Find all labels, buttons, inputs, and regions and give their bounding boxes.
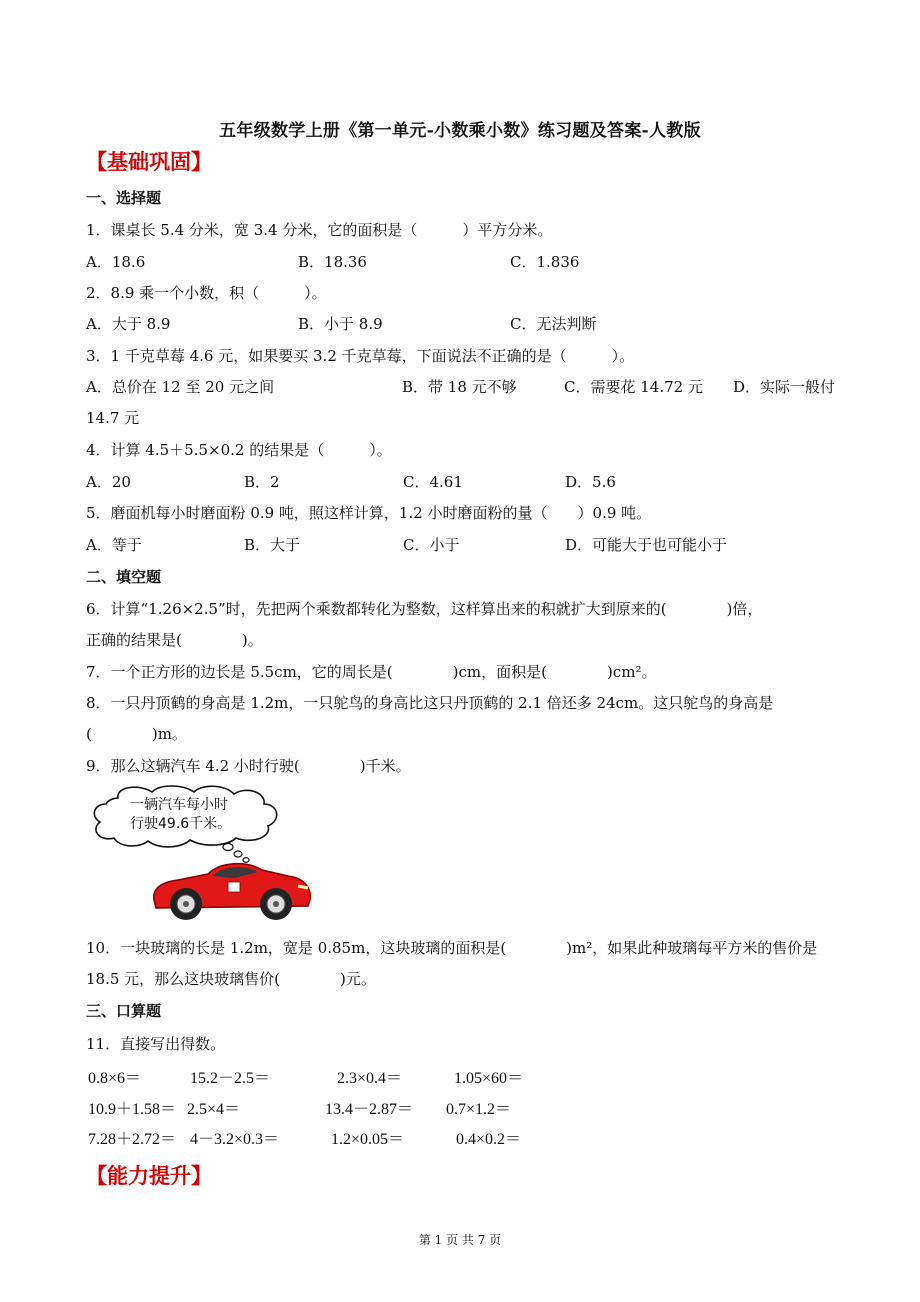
calc-cell: 1.2×0.05＝ [331, 1131, 405, 1148]
section-advanced: 【能力提升】 [86, 1164, 212, 1188]
question-3: 3．1 千克草莓 4.6 元，如果要买 3.2 千克草莓，下面说法不正确的是（ ）。 [86, 347, 635, 365]
question-8-line1: 8．一只丹顶鹤的身高是 1.2m，一只鸵鸟的身高比这只丹顶鹤的 2.1 倍还多 24cm。这只鸵鸟的身高是 [86, 694, 774, 712]
q4-option-c: C．4.61 [403, 473, 463, 491]
bubble-line-1: 一辆汽车每小时 [130, 797, 228, 813]
heading-oral: 三、口算题 [86, 1002, 162, 1020]
q2-option-b: B．小于 8.9 [298, 315, 383, 333]
q1-option-a: A．18.6 [86, 253, 146, 271]
question-8-line2: ( )m。 [86, 725, 187, 743]
question-4: 4．计算 4.5＋5.5×0.2 的结果是（ ）。 [86, 441, 392, 459]
section-basic: 【基础巩固】 [86, 150, 212, 174]
question-6-line2: 正确的结果是( )。 [86, 631, 263, 649]
q5-option-b: B．大于 [244, 536, 301, 554]
q5-option-a: A．等于 [86, 536, 142, 554]
q4-option-b: B．2 [244, 473, 280, 491]
question-2: 2．8.9 乘一个小数，积（ ）。 [86, 284, 327, 302]
bubble-line-2: 行驶49.6千米。 [130, 816, 232, 832]
calc-cell: 2.3×0.4＝ [337, 1070, 403, 1087]
car-image [148, 852, 314, 928]
q1-option-c: C．1.836 [510, 253, 580, 271]
q3-option-b: B．带 18 元不够 [402, 378, 517, 396]
calc-cell: 1.05×60＝ [454, 1070, 524, 1087]
q2-option-c: C．无法判断 [510, 315, 597, 333]
calc-cell: 10.9＋1.58＝ [88, 1101, 177, 1118]
calc-cell: 0.8×6＝ [88, 1070, 142, 1087]
heading-choice: 一、选择题 [86, 189, 162, 207]
calc-cell: 2.5×4＝ [187, 1101, 241, 1118]
q3-option-c: C．需要花 14.72 元 [564, 378, 703, 396]
question-6-line1: 6．计算“1.26×2.5”时，先把两个乘数都转化为整数，这样算出来的积就扩大到原来的( )倍， [86, 600, 763, 618]
calc-cell: 4－3.2×0.3＝ [190, 1131, 280, 1148]
q4-option-d: D．5.6 [565, 473, 616, 491]
q5-option-c: C．小于 [403, 536, 460, 554]
question-7: 7．一个正方形的边长是 5.5cm，它的周长是( )cm，面积是( )cm²。 [86, 663, 657, 681]
page-title: 五年级数学上册《第一单元-小数乘小数》练习题及答案-人教版 [219, 121, 701, 141]
question-10-line2: 18.5 元，那么这块玻璃售价( )元。 [86, 970, 376, 988]
q3-option-a: A．总价在 12 至 20 元之间 [86, 378, 275, 396]
q1-option-b: B．18.36 [298, 253, 367, 271]
calc-cell: 15.2－2.5＝ [190, 1070, 271, 1087]
heading-fill: 二、填空题 [86, 568, 162, 586]
question-1: 1．课桌长 5.4 分米，宽 3.4 分米，它的面积是（ ）平方分米。 [86, 221, 553, 239]
question-5: 5．磨面机每小时磨面粉 0.9 吨，照这样计算，1.2 小时磨面粉的量（ ）0.9 吨。 [86, 504, 652, 522]
calc-cell: 0.4×0.2＝ [456, 1131, 522, 1148]
page-footer: 第 1 页 共 7 页 [418, 1233, 502, 1247]
q3-option-d-continued: 14.7 元 [86, 409, 140, 427]
question-10-line1: 10．一块玻璃的长是 1.2m，宽是 0.85m，这块玻璃的面积是( )m²，如果此种玻璃每平方米的售价是 [86, 939, 818, 957]
q3-option-d: D．实际一般付 [733, 378, 836, 396]
question-11: 11．直接写出得数。 [86, 1035, 226, 1053]
calc-cell: 0.7×1.2＝ [446, 1101, 512, 1118]
question-9: 9．那么这辆汽车 4.2 小时行驶( )千米。 [86, 757, 411, 775]
q5-option-d: D．可能大于也可能小于 [565, 536, 728, 554]
calc-cell: 13.4－2.87＝ [325, 1101, 414, 1118]
q2-option-a: A．大于 8.9 [86, 315, 171, 333]
speech-bubble [86, 784, 286, 854]
calc-cell: 7.28＋2.72＝ [88, 1131, 177, 1148]
q4-option-a: A．20 [86, 473, 131, 491]
